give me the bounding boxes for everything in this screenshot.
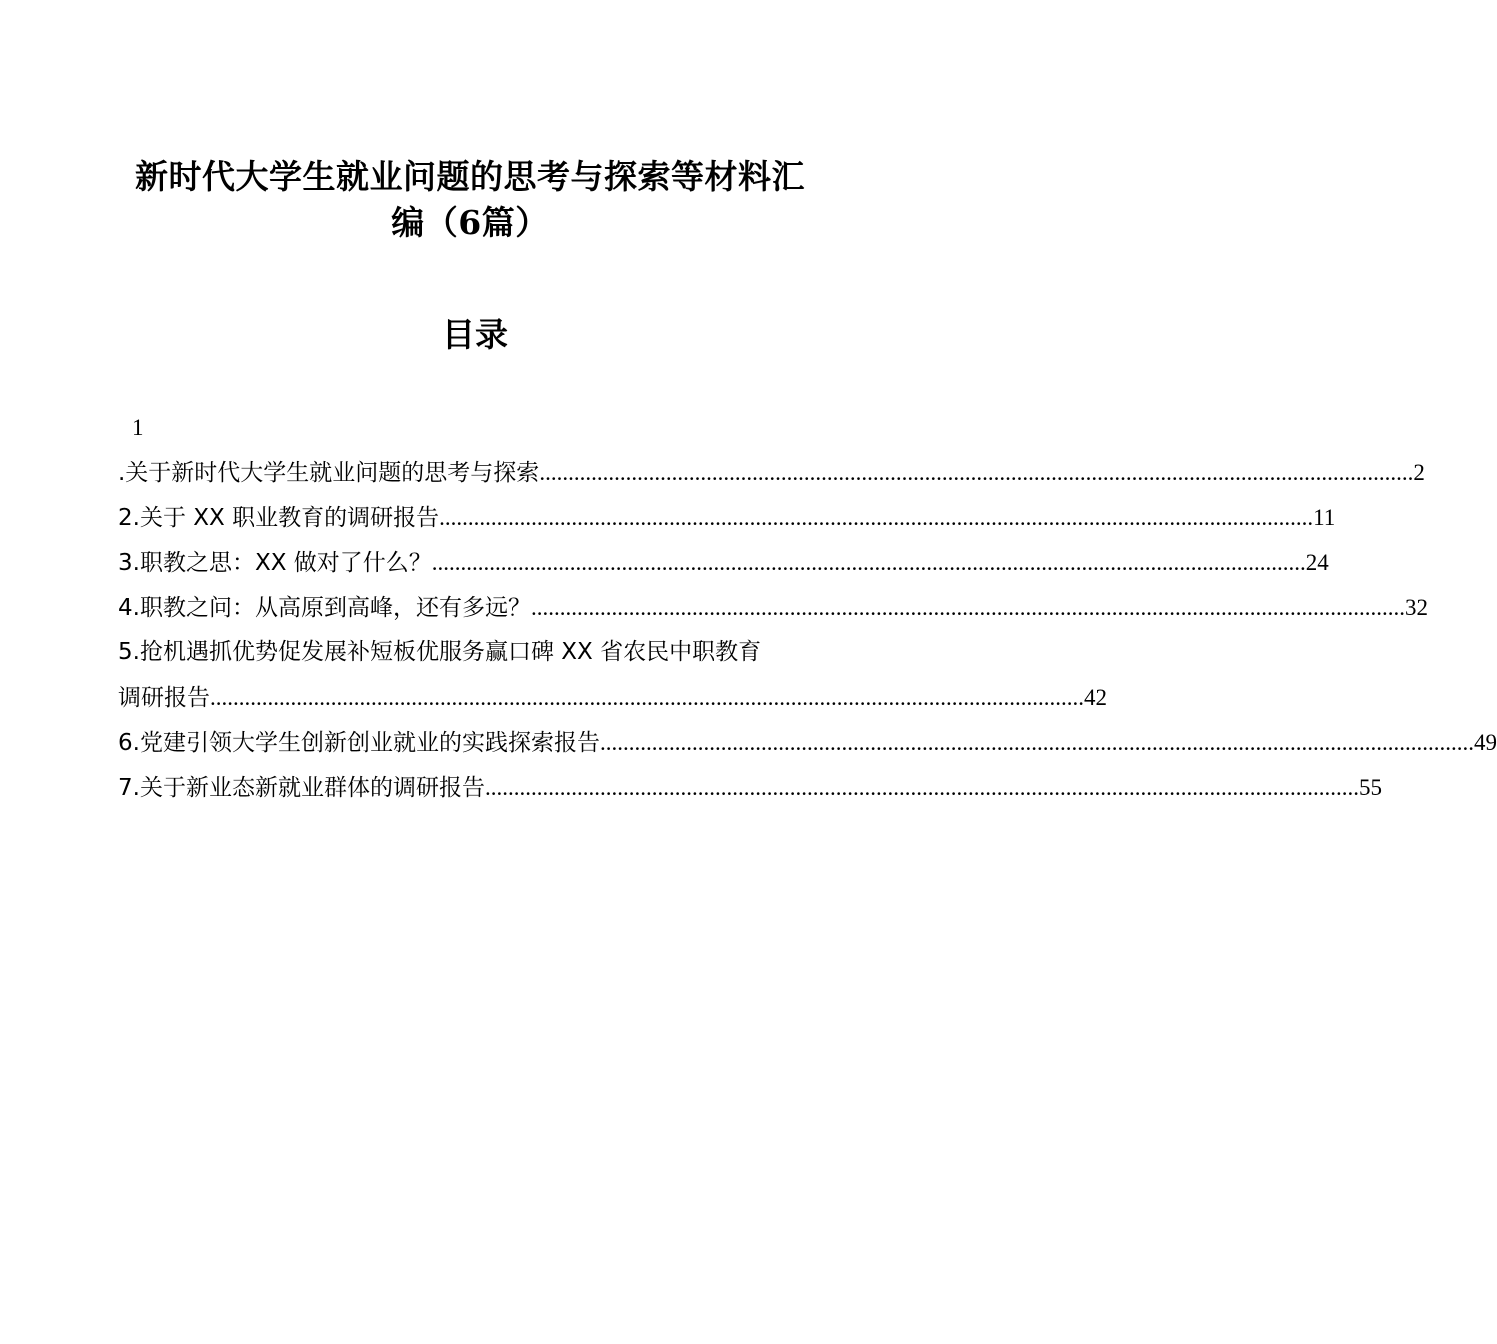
toc-page-number: 11 [1313, 505, 1336, 530]
document-title-line-1: 新时代大学生就业问题的思考与探索等材料汇 [135, 157, 805, 196]
toc-entry-4[interactable] [118, 585, 1428, 630]
toc-entry-label: 调研报告 [118, 685, 210, 711]
toc-page-number: 24 [1305, 550, 1329, 575]
toc-entry-6[interactable] [118, 720, 1497, 765]
toc-dot-leader: ........................................................................................................................................................ [539, 460, 1414, 485]
toc-dot-leader: ........................................................................................................................................................ [484, 775, 1359, 800]
toc-entry-label: .关于新时代大学生就业问题的思考与探索 [118, 460, 540, 486]
toc-entry-7[interactable] [118, 765, 1382, 810]
toc-dot-leader: ........................................................................................................................................................ [210, 685, 1084, 710]
table-of-contents [118, 405, 1497, 810]
toc-entry-5-line-2[interactable] [118, 675, 1107, 720]
toc-entry-label-line-1: 5.抢机遇抓优势促发展补短板优服务赢口碑 XX 省农民中职教育 [118, 639, 762, 665]
toc-entry-label: 7.关于新业态新就业群体的调研报告 [118, 775, 485, 801]
toc-entry-label: 6.党建引领大学生创新创业就业的实践探索报告 [118, 730, 600, 756]
toc-stray-number: 1 [132, 415, 144, 440]
toc-entry-label: 4.职教之问：从高原到高峰，还有多远？ [118, 595, 531, 621]
toc-entry-label: 3.职教之思：XX 做对了什么？ [118, 550, 432, 576]
toc-page-number: 49 [1473, 730, 1497, 755]
toc-entry-label: 2.关于 XX 职业教育的调研报告 [118, 505, 440, 531]
toc-entry-5-line-1[interactable] [118, 630, 830, 675]
toc-entry-2[interactable] [118, 495, 1336, 540]
toc-page-number: 42 [1084, 685, 1107, 710]
toc-page-number: 55 [1358, 775, 1382, 800]
document-title-line-2: 编（6篇） [391, 203, 549, 242]
toc-heading: 目录 [442, 315, 508, 354]
toc-dot-leader: ........................................................................................................................................................ [599, 730, 1474, 755]
toc-entry-1[interactable] [118, 450, 1425, 495]
toc-page-number: 32 [1404, 595, 1428, 620]
toc-page-number: 2 [1413, 460, 1425, 485]
toc-dot-leader: ........................................................................................................................................................ [530, 595, 1405, 620]
toc-dot-leader: ........................................................................................................................................................ [431, 550, 1306, 575]
toc-entry-3[interactable] [118, 540, 1329, 585]
toc-dot-leader: ........................................................................................................................................................ [439, 505, 1314, 530]
